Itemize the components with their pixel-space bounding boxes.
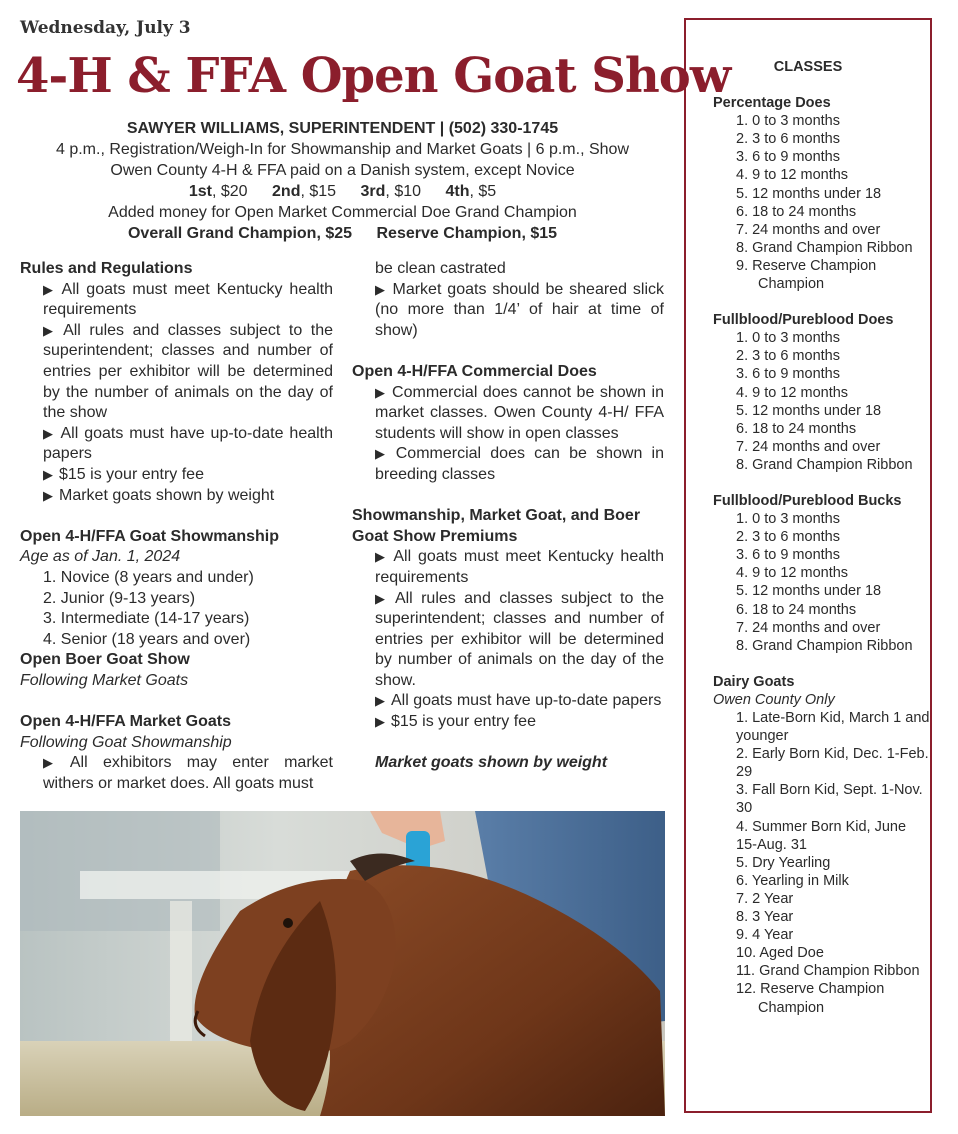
- prize-4: 4th, $5: [445, 183, 497, 200]
- champion-line: [20, 223, 665, 244]
- class-item: 2. 3 to 6 months: [736, 348, 840, 365]
- class-item: 3. 6 to 9 months: [736, 149, 840, 166]
- rule-item: ▶ All goats must have up-to-date health papers: [20, 424, 333, 465]
- showmanship-heading: Open 4-H/FFA Goat Showmanship: [20, 527, 279, 545]
- class-item: 8. Grand Champion Ribbon: [736, 456, 913, 473]
- class-item: 10. Aged Doe: [736, 945, 824, 962]
- class-item: 1. Late-Born Kid, March 1 and younger: [736, 710, 930, 745]
- class-item: 3. Fall Born Kid, Sept. 1-Nov. 30: [736, 782, 923, 817]
- class-item: 7. 24 months and over: [736, 221, 881, 238]
- class-item: 4. 9 to 12 months: [736, 565, 849, 582]
- class-item: 2. 3 to 6 months: [736, 529, 840, 546]
- showmanship-class: 3. Intermediate (14-17 years): [43, 610, 250, 628]
- class-item: 9. 4 Year: [736, 927, 794, 944]
- class-item: 3. 6 to 9 months: [736, 366, 840, 383]
- market-item: ▶ All exhibitors may enter market withers or market does. All goats must: [20, 753, 333, 794]
- class-item: 2. Early Born Kid, Dec. 1-Feb. 29: [736, 746, 929, 781]
- showmanship-subheading: Age as of Jan. 1, 2024: [20, 548, 181, 566]
- prize-2: 2nd, $15: [272, 183, 337, 200]
- group-subheading: Owen County Only: [713, 691, 835, 708]
- rules-heading: Rules and Regulations: [20, 260, 193, 277]
- market-heading: Open 4-H/FFA Market Goats: [20, 713, 231, 731]
- group-percentage-does: [686, 94, 930, 293]
- premium-item: ▶ All goats must have up-to-date papers: [352, 691, 664, 712]
- class-item: 5. 12 months under 18: [736, 402, 882, 419]
- premiums-note: Market goats shown by weight: [375, 754, 608, 772]
- class-item: 1. 0 to 3 months: [736, 511, 840, 528]
- class-item: 5. 12 months under 18: [736, 583, 882, 600]
- rule-item: ▶ All goats must meet Kentucky health requirements: [20, 280, 333, 321]
- prize-1: 1st, $20: [188, 183, 248, 200]
- class-item: 1. 0 to 3 months: [736, 113, 840, 130]
- market-subheading: Following Goat Showmanship: [20, 733, 232, 751]
- show-info-header: [20, 118, 665, 244]
- class-item: 6. Yearling in Milk: [736, 872, 849, 889]
- class-item: 8. 3 Year: [736, 909, 794, 926]
- added-money-line: Added money for Open Market Commercial Doe Grand Champion: [108, 204, 577, 221]
- market-item: ▶ Market goats should be sheared slick (no more than 1/4’ of hair at time of show): [352, 280, 664, 342]
- premium-item: ▶ All goats must meet Kentucky health requirements: [352, 547, 664, 588]
- group-heading: Dairy Goats: [713, 673, 795, 690]
- rule-item: ▶ Market goats shown by weight: [20, 486, 333, 507]
- group-heading: Fullblood/Pureblood Does: [713, 312, 894, 329]
- commercial-item: ▶ Commercial does can be shown in breeding classes: [352, 444, 664, 485]
- group-heading: Percentage Does: [713, 95, 831, 112]
- rule-item: ▶ All rules and classes subject to the superintendent; classes and number of entries per exhibitor will be determined by the number of animals on the day of the show: [20, 321, 333, 424]
- boer-heading: Open Boer Goat Show: [20, 651, 190, 669]
- class-item: 6. 18 to 24 months: [736, 420, 857, 437]
- prize-3: 3rd, $10: [360, 183, 422, 200]
- goat-illustration: [20, 811, 665, 1116]
- group-fullblood-bucks: [686, 492, 930, 655]
- middle-column: [352, 259, 664, 774]
- page-title: 4-H & FFA Open Goat Show: [16, 48, 731, 104]
- premium-item: ▶ All rules and classes subject to the superintendent; classes and number of entries per exhibitor will be determined by number of animals on the day of the show.: [352, 589, 664, 692]
- rule-item: ▶ $15 is your entry fee: [20, 465, 333, 486]
- commercial-item: ▶ Commercial does cannot be shown in market classes. Owen County 4-H/ FFA students will show in open classes: [352, 383, 664, 445]
- showmanship-class: 1. Novice (8 years and under): [43, 568, 254, 586]
- showmanship-class: 4. Senior (18 years and over): [43, 630, 251, 648]
- class-item: 12. Reserve Champion Champion: [736, 981, 885, 1016]
- class-item: 7. 2 Year: [736, 890, 794, 907]
- danish-line: Owen County 4-H & FFA paid on a Danish system, except Novice: [110, 162, 575, 179]
- class-item: 7. 24 months and over: [736, 619, 881, 636]
- group-fullblood-does: [686, 311, 930, 474]
- class-item: 4. Summer Born Kid, June 15-Aug. 31: [736, 818, 907, 853]
- premiums-heading: Showmanship, Market Goat, and Boer Goat Show Premiums: [352, 507, 641, 545]
- class-item: 6. 18 to 24 months: [736, 203, 857, 220]
- issue-date: Wednesday, July 3: [20, 18, 191, 38]
- reserve-champion: Reserve Champion, $15: [376, 225, 558, 242]
- prize-line: [20, 181, 665, 202]
- commercial-heading: Open 4-H/FFA Commercial Does: [352, 362, 597, 380]
- boer-subheading: Following Market Goats: [20, 671, 189, 689]
- class-item: 7. 24 months and over: [736, 438, 881, 455]
- class-item: 5. Dry Yearling: [736, 854, 831, 871]
- schedule-line: 4 p.m., Registration/Weigh-In for Showmanship and Market Goats | 6 p.m., Show: [55, 141, 629, 158]
- class-item: 9. Reserve Champion Champion: [736, 257, 877, 293]
- group-dairy-goats: [686, 673, 930, 1017]
- showmanship-class: 2. Junior (9-13 years): [43, 589, 196, 607]
- class-item: 4. 9 to 12 months: [736, 384, 849, 401]
- group-heading: Fullblood/Pureblood Bucks: [713, 492, 902, 509]
- class-item: 5. 12 months under 18: [736, 185, 882, 202]
- class-item: 6. 18 to 24 months: [736, 601, 857, 618]
- class-item: 8. Grand Champion Ribbon: [736, 637, 913, 654]
- classes-title: CLASSES: [773, 59, 843, 75]
- premium-item: ▶ $15 is your entry fee: [352, 712, 664, 733]
- class-item: 4. 9 to 12 months: [736, 167, 849, 184]
- class-item: 11. Grand Champion Ribbon: [736, 963, 920, 980]
- class-item: 3. 6 to 9 months: [736, 547, 840, 564]
- market-item-continued: be clean castrated: [375, 260, 506, 277]
- goat-photo: [20, 811, 665, 1116]
- left-column: [20, 259, 333, 794]
- class-item: 2. 3 to 6 months: [736, 131, 840, 148]
- class-item: 1. 0 to 3 months: [736, 330, 840, 347]
- classes-sidebar: [684, 18, 932, 1113]
- class-item: 8. Grand Champion Ribbon: [736, 239, 913, 256]
- overall-champion: Overall Grand Champion, $25: [127, 225, 353, 242]
- superintendent-line: SAWYER WILLIAMS, SUPERINTENDENT | (502) 330-1745: [126, 120, 559, 137]
